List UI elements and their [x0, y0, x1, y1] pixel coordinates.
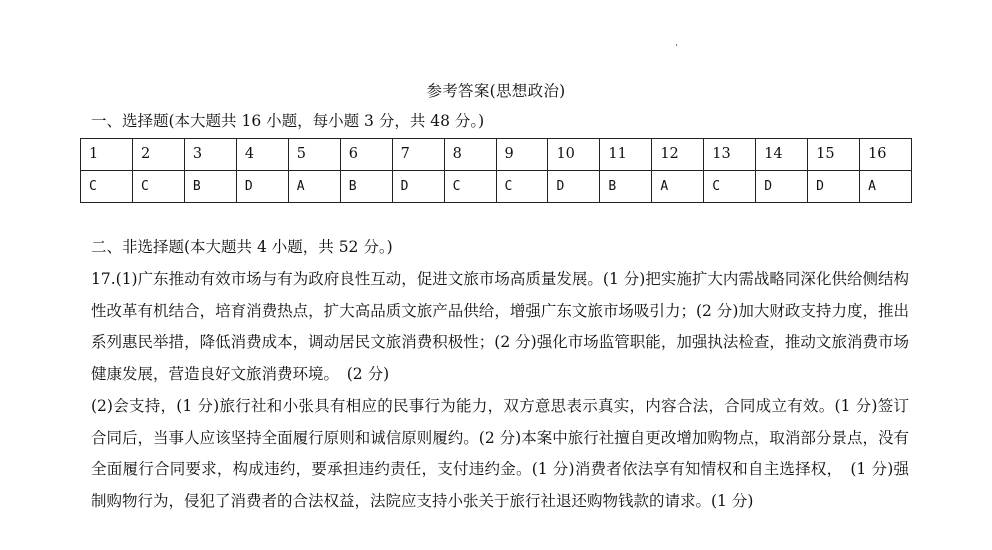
question-number-cell: 3: [184, 139, 236, 171]
question-number-cell: 15: [808, 139, 860, 171]
question-number-cell: 11: [600, 139, 652, 171]
question-number-cell: 10: [548, 139, 600, 171]
answer-cell: C: [132, 171, 184, 203]
answer-cell: D: [808, 171, 860, 203]
answer-table: [80, 138, 912, 203]
answer-cell: C: [444, 171, 496, 203]
answer-cell: C: [704, 171, 756, 203]
answer-cell: C: [81, 171, 133, 203]
section2-heading: 二、非选择题(本大题共 4 小题，共 52 分。): [91, 238, 393, 256]
section1-heading: 一、选择题(本大题共 16 小题，每小题 3 分，共 48 分。): [91, 112, 485, 130]
page-title: 参考答案(思想政治): [426, 82, 566, 100]
question-number-cell: 14: [756, 139, 808, 171]
question-number-cell: 7: [392, 139, 444, 171]
question-number-cell: 2: [132, 139, 184, 171]
question-number-cell: 9: [496, 139, 548, 171]
answer-row: [81, 171, 912, 203]
question-number-cell: 16: [860, 139, 912, 171]
answer-cell: A: [860, 171, 912, 203]
answer-cell: D: [392, 171, 444, 203]
question-number-cell: 12: [652, 139, 704, 171]
question-number-cell: 6: [340, 139, 392, 171]
question-number-cell: 4: [236, 139, 288, 171]
answer-cell: C: [496, 171, 548, 203]
question-17-part2-answer: (2)会支持，(1 分)旅行社和小张具有相应的民事行为能力，双方意思表示真实，内容合法，合同成立有效。(1 分)签订合同后，当事人应该坚持全面履行原则和诚信原则履约。(2 分)本案中旅行社擅自更改增加购物点，取消部分景点，没有全面履行合同要求，构成违约，要承担违约责任，支付违约金。(1 分)消费者依法享有知情权和自主选择权， (1 分)强制购物行为，侵犯了消费者的合法权益，法院应支持小张关于旅行社退还购物钱款的请求。(1 分): [91, 397, 909, 510]
question-number-cell: 1: [81, 139, 133, 171]
question-number-cell: 8: [444, 139, 496, 171]
question-17-part1-answer: 17.(1)广东推动有效市场与有为政府良性互动，促进文旅市场高质量发展。(1 分)把实施扩大内需战略同深化供给侧结构性改革有机结合，培育消费热点，扩大高品质文旅产品供给，增强广东文旅市场吸引力；(2 分)加大财政支持力度，推出系列惠民举措，降低消费成本，调动居民文旅消费积极性；(2 分)强化市场监管职能，加强执法检查，推动文旅消费市场健康发展，营造良好文旅消费环境。 (2 分): [91, 270, 909, 383]
answer-cell: D: [756, 171, 808, 203]
question-number-cell: 13: [704, 139, 756, 171]
scan-dot-mark: [676, 44, 677, 46]
answer-cell: D: [548, 171, 600, 203]
question-number-cell: 5: [288, 139, 340, 171]
question-number-row: [81, 139, 912, 171]
answer-cell: D: [236, 171, 288, 203]
answer-cell: B: [600, 171, 652, 203]
answer-cell: A: [652, 171, 704, 203]
answer-cell: B: [184, 171, 236, 203]
answer-cell: B: [340, 171, 392, 203]
answer-cell: A: [288, 171, 340, 203]
